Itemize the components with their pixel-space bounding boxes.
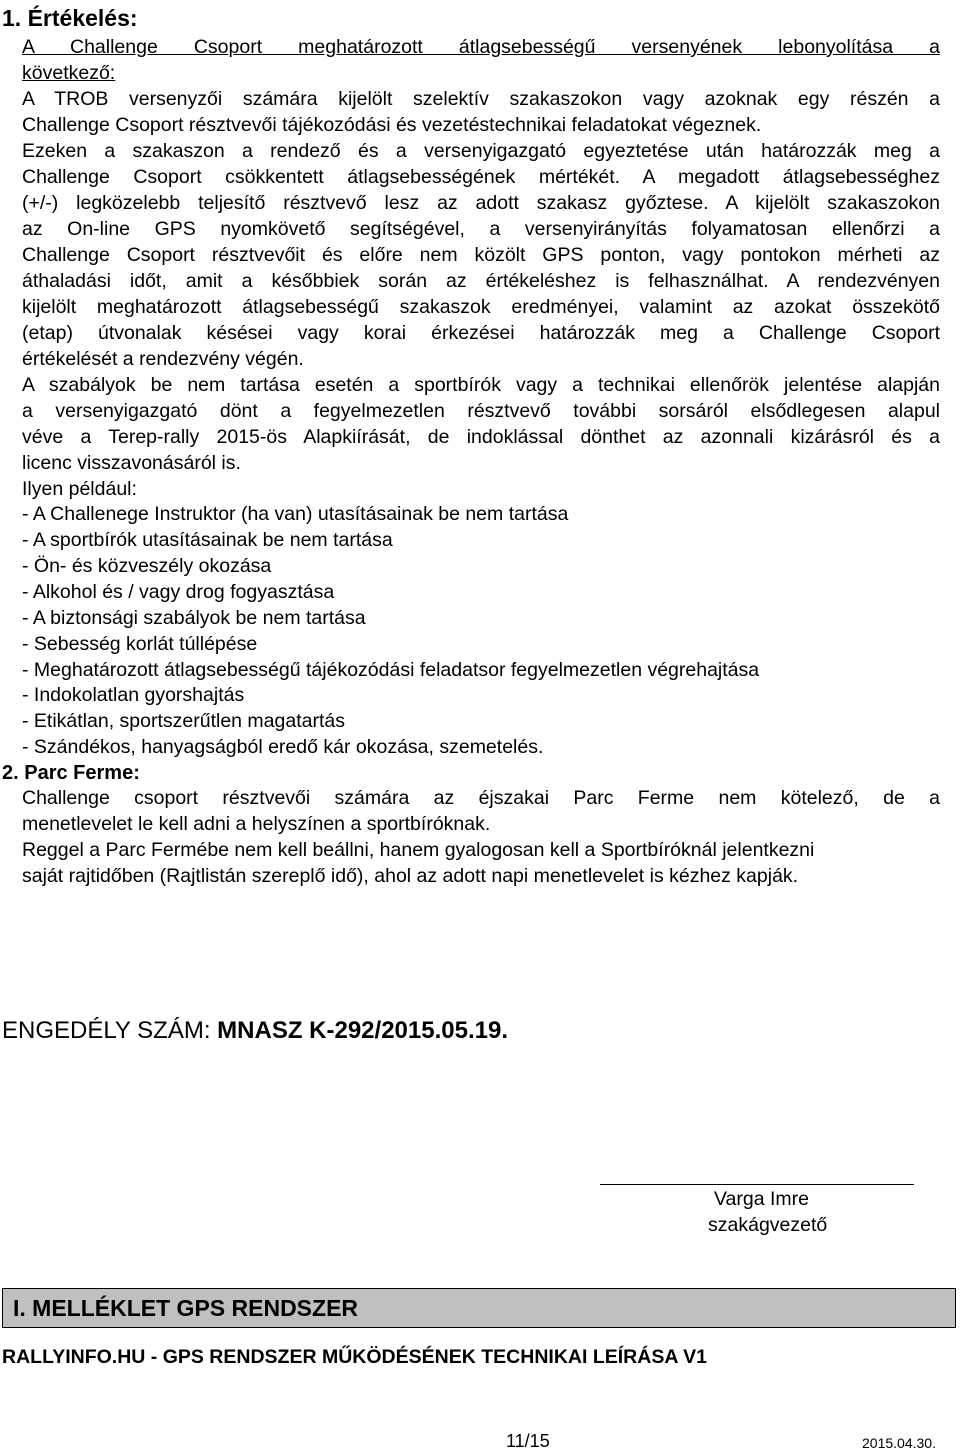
section-2-heading — [2, 760, 140, 786]
p2-line-1: A szabályok be nem tartása esetén a sportbírók vagy a technikai ellenőrök jelentése alapján — [22, 374, 940, 396]
p2-line-4: licenc visszavonásáról is. — [22, 452, 241, 474]
list-item: - A Challenege Instruktor (ha van) utasításainak be nem tartása — [22, 503, 569, 525]
footer-date: 2015.04.30. — [862, 1435, 936, 1451]
p1-line-2: Challenge Csoport résztvevői tájékozódási és vezetéstechnikai feladatokat végeznek. — [22, 114, 762, 136]
signature-line — [600, 1184, 914, 1185]
section-1-heading: 1. Értékelés: — [2, 5, 138, 31]
p2-line-2: a versenyigazgató dönt a fegyelmezetlen résztvevő további sorsáról elsődlegesen alapul — [22, 400, 940, 422]
license-label: ENGEDÉLY SZÁM: — [2, 1017, 218, 1044]
signer-title: szakágvezető — [708, 1214, 828, 1236]
p1-line-3: Ezeken a szakaszon a rendező és a versenyigazgató egyeztetése után határozzák meg a — [22, 140, 940, 162]
license-number: MNASZ K-292/2015.05.19. — [217, 1017, 508, 1044]
signer-name: Varga Imre — [714, 1188, 810, 1210]
p1-line-8: áthaladási időt, amit a későbbiek során az értékeléshez is felhasználhat. A rendezvényen — [22, 270, 940, 292]
list-item: - Alkohol és / vagy drog fogyasztása — [22, 581, 335, 603]
list-item: - A sportbírók utasításainak be nem tartása — [22, 529, 393, 551]
examples-label: Ilyen például: — [22, 478, 137, 500]
p2-line-3: véve a Terep-rally 2015-ös Alapkiírását, de indoklással dönthet az azonnali kizárásról és a — [22, 426, 940, 448]
list-item: - Etikátlan, sportszerűtlen magatartás — [22, 710, 345, 732]
section-2-heading-text: 2. Parc Ferme: — [2, 762, 140, 784]
s2-p2-line-1: Reggel a Parc Fermébe nem kell beállni, hanem gyalogosan kell a Sportbíróknál jelentkezni — [22, 839, 815, 861]
annex-subtitle: RALLYINFO.HU - GPS RENDSZER MŰKÖDÉSÉNEK TECHNIKAI LEÍRÁSA V1 — [2, 1346, 707, 1368]
s2-p1-line-1: Challenge csoport résztvevői számára az éjszakai Parc Ferme nem kötelező, de a — [22, 787, 940, 809]
p1-line-9: kijelölt meghatározott átlagsebességű szakaszok eredményei, valamint az azokat összekötő — [22, 296, 940, 318]
intro-line-2: következő: — [22, 62, 116, 84]
intro-line-1: A Challenge Csoport meghatározott átlagsebességű versenyének lebonyolítása a — [22, 36, 940, 58]
s2-p1-line-2: menetlevelet le kell adni a helyszínen a sportbíróknak. — [22, 813, 491, 835]
p1-line-5: (+/-) legközelebb teljesítő résztvevő lesz az adott szakasz győztese. A kijelölt szakaszokon — [22, 192, 940, 214]
p1-line-10: (etap) útvonalak késései vagy korai érkezései határozzák meg a Challenge Csoport — [22, 322, 940, 344]
list-item: - Indokolatlan gyorshajtás — [22, 684, 245, 706]
s2-p2-line-2: saját rajtidőben (Rajtlistán szereplő idő), ahol az adott napi menetlevelet is kézhez kapják. — [22, 865, 799, 887]
list-item: - Ön- és közveszély okozása — [22, 555, 272, 577]
list-item: - Meghatározott átlagsebességű tájékozódási feladatsor fegyelmezetlen végrehajtása — [22, 659, 760, 681]
p1-line-6: az On-line GPS nyomkövető segítségével, a versenyirányítás folyamatosan ellenőrzi a — [22, 218, 940, 240]
p1-line-11: értékelését a rendezvény végén. — [22, 348, 304, 370]
annex-banner — [2, 1288, 956, 1328]
annex-banner-title: I. MELLÉKLET GPS RENDSZER — [13, 1295, 359, 1321]
p1-line-7: Challenge Csoport résztvevőit és előre nem közölt GPS ponton, vagy pontokon mérheti az — [22, 244, 940, 266]
list-item: - Sebesség korlát túllépése — [22, 633, 258, 655]
page-number: 11/15 — [506, 1431, 550, 1451]
list-item: - A biztonsági szabályok be nem tartása — [22, 607, 366, 629]
list-item: - Szándékos, hanyagságból eredő kár okozása, szemetelés. — [22, 736, 544, 758]
license-line — [2, 1016, 508, 1046]
p1-line-1: A TROB versenyzői számára kijelölt szelektív szakaszokon vagy azoknak egy részén a — [22, 88, 940, 110]
p1-line-4: Challenge Csoport csökkentett átlagsebességének mértékét. A megadott átlagsebességhez — [22, 166, 940, 188]
